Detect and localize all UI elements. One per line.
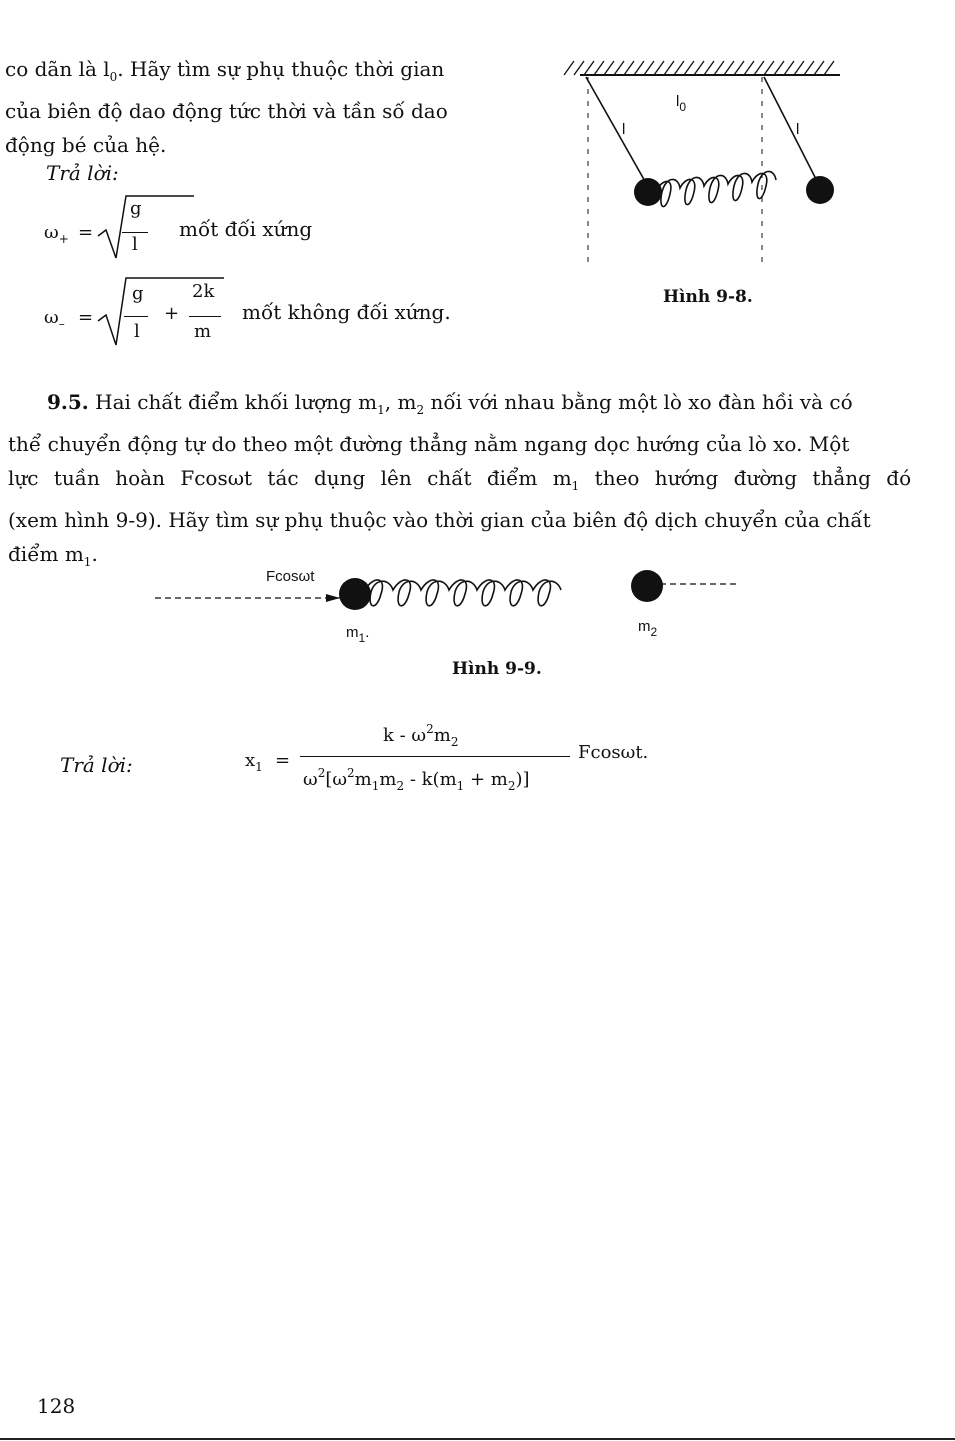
denominator-m: m <box>194 321 212 342</box>
figure-9-8-caption: Hình 9-8. <box>663 287 753 307</box>
numerator-g: g <box>132 283 144 304</box>
equals-sign: = <box>275 750 291 771</box>
figure-9-9 <box>150 560 750 650</box>
problem-number: 9.5. <box>47 390 89 414</box>
problem-line-5: điểm $m_1$. <box>8 542 98 569</box>
intro-line-1: co dãn là $l_0$. Hãy tìm sự phụ thuộc thời gian <box>5 57 445 84</box>
numerator-g: g <box>130 198 142 219</box>
omega-minus-symbol: $\omega_-$ <box>44 307 65 331</box>
answer-label-2: Trả lời: <box>60 753 133 777</box>
answer-label-1: Trả lời: <box>46 161 119 185</box>
figure-9-9-caption: Hình 9-9. <box>452 659 542 679</box>
denominator-l: l <box>132 234 138 255</box>
problem-line-4: (xem hình 9-9). Hãy tìm sự phụ thuộc vào thời gian của biên độ dịch chuyển của chất <box>8 508 871 532</box>
mode-symmetric-label: mốt đối xứng <box>179 217 313 241</box>
intro-line-2: của biên độ dao động tức thời và tần số dao <box>5 99 448 123</box>
numerator-2k: 2k <box>192 281 215 302</box>
plus-sign: + <box>164 303 180 324</box>
formula-omega-plus <box>44 192 364 262</box>
fraction-bar <box>189 316 221 317</box>
denominator-l: l <box>134 321 140 342</box>
fraction-bar <box>300 756 570 757</box>
page-number: 128 <box>37 1394 76 1418</box>
numerator: k - $\omega^2m_2$ <box>383 722 459 749</box>
double-pendulum-spring-diagram <box>560 55 845 270</box>
mass-1-label: $m_1$. <box>346 624 370 645</box>
figure-9-8 <box>560 55 845 270</box>
denominator: $\omega^2[\omega^2m_1m_2 - k(m_1 + m_2)]$ <box>303 766 530 793</box>
formula-omega-minus <box>44 275 484 350</box>
page-bottom-rule <box>0 1438 955 1440</box>
problem-line-3: lực tuần hoàn Fcosωt tác dụng lên chất điểm $m_1$ theo hướng đường thẳng đó <box>8 466 912 493</box>
intro-line-3: động bé của hệ. <box>5 133 167 157</box>
label-l0: $l_0$ <box>676 93 687 114</box>
intro-paragraph <box>5 52 448 162</box>
force-label: Fcosωt <box>266 568 315 585</box>
mode-asymmetric-label: mốt không đối xứng. <box>242 300 451 324</box>
equals-sign: = <box>78 222 94 243</box>
problem-line-1: 9.5. Hai chất điểm khối lượng $m_1$, $m_2$ nối với nhau bằng một lò xo đàn hồi và có <box>47 390 853 417</box>
fraction-bar <box>122 232 148 233</box>
formula-x1 <box>245 718 685 798</box>
fraction-bar <box>124 316 148 317</box>
label-l-left: l <box>622 121 626 138</box>
omega-plus-symbol: $\omega_+$ <box>44 222 69 246</box>
problem-9-5 <box>8 385 911 579</box>
mass-2-label: $m_2$ <box>638 618 658 639</box>
two-mass-spring-diagram <box>150 560 750 650</box>
label-l-right: l <box>796 121 800 138</box>
x1-symbol: $x_1$ <box>245 750 263 774</box>
equals-sign: = <box>78 307 94 328</box>
problem-line-2: thể chuyển động tự do theo một đường thẳng nằm ngang dọc hướng của lò xo. Một <box>8 432 850 456</box>
rhs-fcoswt: Fcosωt. <box>578 742 649 763</box>
